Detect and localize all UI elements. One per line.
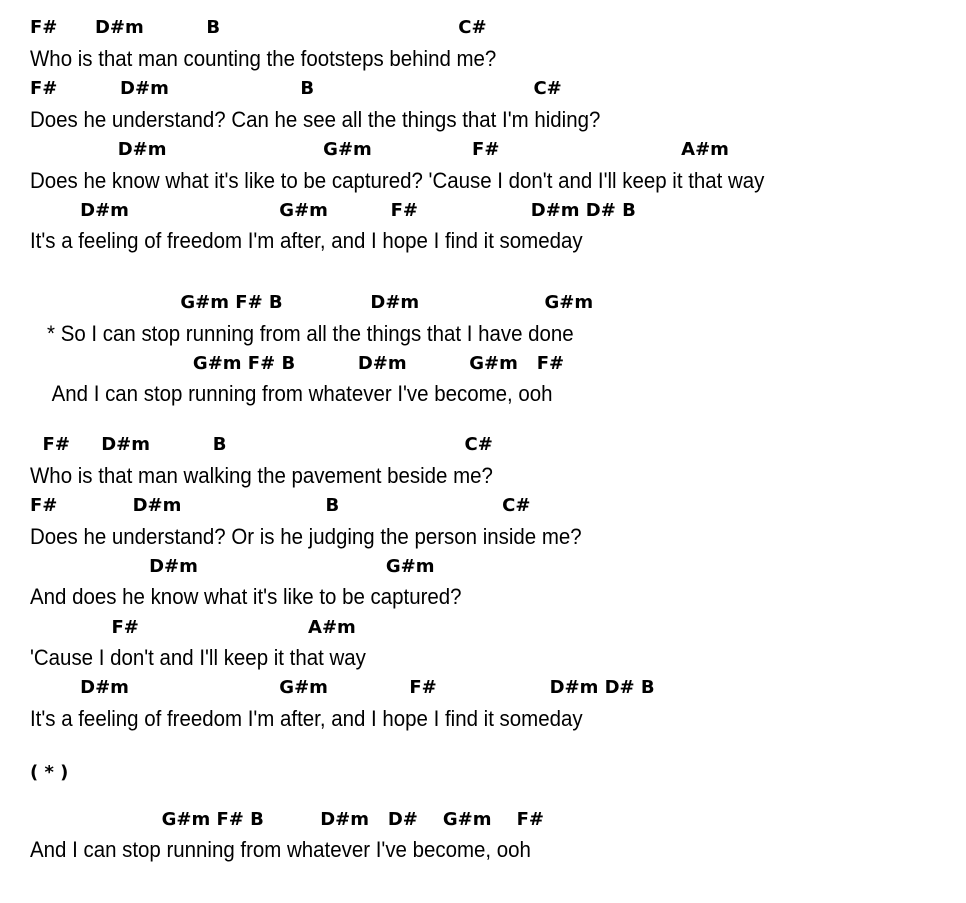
chord-line-11: D#m G#m F# D#m D# B [30, 677, 655, 698]
lyric-line-10: 'Cause I don't and I'll keep it that way [30, 645, 366, 670]
lyric-line-8: Does he understand? Or is he judging the person inside me? [30, 524, 582, 549]
chord-line-10: F# A#m [30, 617, 356, 638]
lyric-line-1: Who is that man counting the footsteps behind me? [30, 46, 497, 71]
chord-line-1: F# D#m B C# [30, 17, 487, 38]
chord-line-7: F# D#m B C# [30, 434, 493, 455]
lyric-line-9: And does he know what it's like to be captured? [30, 584, 462, 609]
lyric-line-2: Does he understand? Can he see all the things that I'm hiding? [30, 107, 601, 132]
chord-line-12: G#m F# B D#m D# G#m F# [30, 809, 544, 830]
chord-line-2: F# D#m B C# [30, 78, 562, 99]
lyric-line-7: Who is that man walking the pavement beside me? [30, 463, 493, 488]
chord-line-4: D#m G#m F# D#m D# B [30, 200, 636, 221]
chord-line-3: D#m G#m F# A#m [30, 139, 729, 160]
lyric-line-6: And I can stop running from whatever I've become, ooh [30, 381, 553, 406]
lyric-line-4: It's a feeling of freedom I'm after, and I hope I find it someday [30, 228, 583, 253]
chord-line-5: G#m F# B D#m G#m [30, 292, 594, 313]
lyric-line-3: Does he know what it's like to be captured? 'Cause I don't and I'll keep it that way [30, 168, 765, 193]
chord-line-8: F# D#m B C# [30, 495, 531, 516]
lyric-line-11: It's a feeling of freedom I'm after, and I hope I find it someday [30, 706, 583, 731]
chorus-repeat-marker: ( * ) [30, 762, 69, 783]
lyric-line-12: And I can stop running from whatever I've become, ooh [30, 837, 531, 862]
lyric-line-5: * So I can stop running from all the things that I have done [30, 321, 574, 346]
chord-line-6: G#m F# B D#m G#m F# [30, 353, 565, 374]
chord-line-9: D#m G#m [30, 556, 435, 577]
